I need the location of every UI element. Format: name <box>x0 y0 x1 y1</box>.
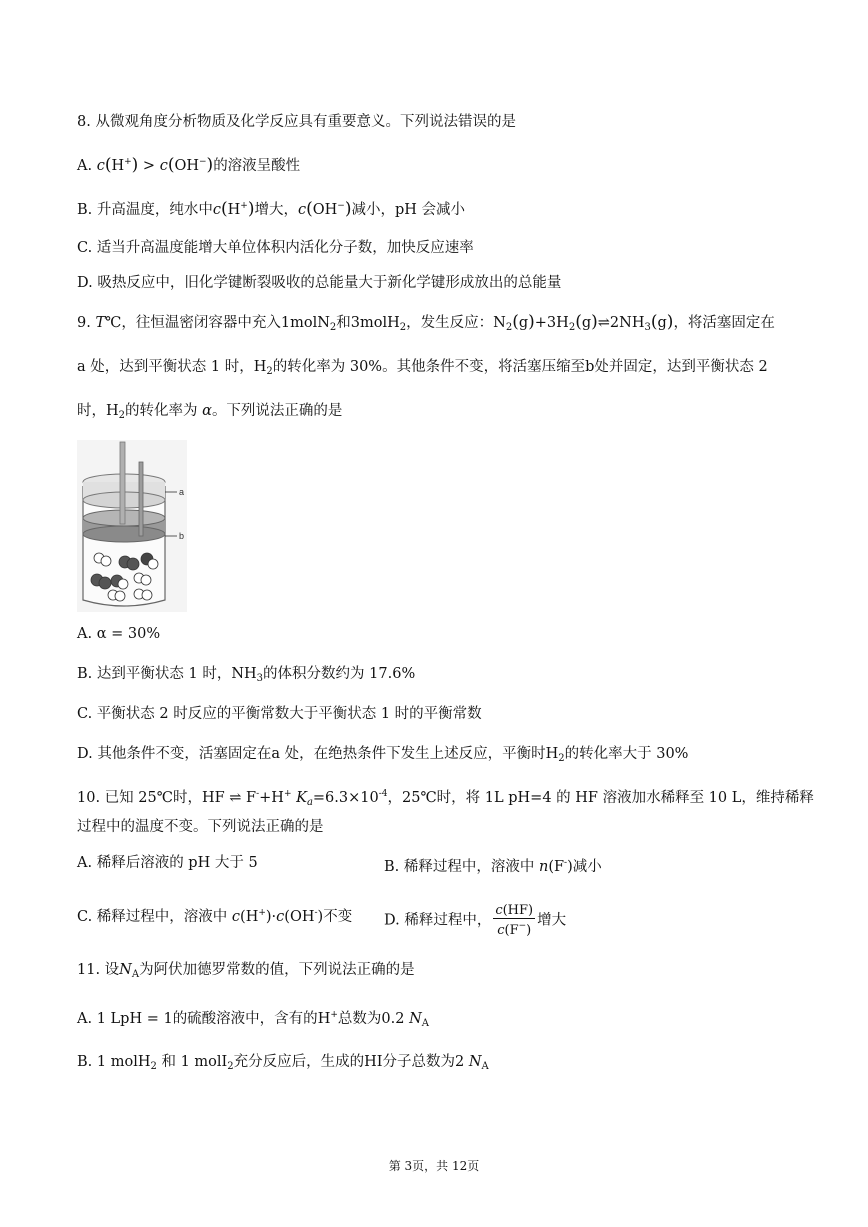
q10-option-c: C. 稀释过程中，溶液中 c(H+)·c(OH-)不变 <box>77 908 353 925</box>
q11-option-a: A. 1 LpH = 1的硫酸溶液中，含有的H+总数为0.2 $N_A$ <box>77 1010 429 1029</box>
q9-stem-line3: 时，$H_2$的转化率为 α。下列说法正确的是 <box>77 403 343 421</box>
q10-stem-line2: 过程中的温度不变。下列说法正确的是 <box>77 819 324 835</box>
figure-label-b: b <box>179 531 185 541</box>
page-footer: 第 3页，共 12页 <box>388 1159 480 1173</box>
q9-option-a: A. α = 30% <box>77 626 161 642</box>
q9-option-c: C. 平衡状态 2 时反应的平衡常数大于平衡状态 1 时的平衡常数 <box>77 706 482 722</box>
q10-option-d: D. 稀释过程中， $\frac{c(HF)}{c(F^-)}$ 增大 <box>384 903 567 938</box>
q9-option-d: D. 其他条件不变，活塞固定在a 处，在绝热条件下发生上述反应，平衡时$H_2$的转化率大于 30% <box>77 746 689 764</box>
q9-option-b: B. 达到平衡状态 1 时，$NH_3$的体积分数约为 17.6% <box>77 666 416 684</box>
q11-option-b: B. 1 molH$_2$ 和 1 molI$_2$充分反应后，生成的HI分子总数为2 $N_A$ <box>77 1054 489 1072</box>
q9-stem-line2: a 处，达到平衡状态 1 时，$H_2$的转化率为 30%。其他条件不变，将活塞压缩至b处并固定，达到平衡状态 2 <box>77 359 768 377</box>
q10-option-b: B. 稀释过程中，溶液中 n(F-)减小 <box>384 858 602 875</box>
figure-label-a: a <box>179 487 185 497</box>
hf-fraction: $\frac{c(HF)}{c(F^-)}$ <box>495 903 534 938</box>
q9-stem-line1: 9. T℃，往恒温密闭容器中充入1molN$_2$和3molH$_2$，发生反应：$N_2(g)+3H_2(g)\rightleftharpoons 2NH_3(g)$，将活塞固定在 <box>77 312 775 333</box>
cylinder-piston-figure <box>77 440 187 612</box>
q8-option-c: C. 适当升高温度能增大单位体积内活化分子数，加快反应速率 <box>77 240 474 256</box>
q10-option-a: A. 稀释后溶液的 pH 大于 5 <box>77 855 258 871</box>
q8-stem: 8. 从微观角度分析物质及化学反应具有重要意义。下列说法错误的是 <box>77 114 516 130</box>
q10-stem-line1: 10. 已知 25℃时，HF ⇌ F-+H+ $K_a=6.3\times 10^{-4}$，25℃时，将 1L pH=4 的 HF 溶液加水稀释至 10 L，维持稀释 <box>77 789 814 808</box>
q8-option-a: A. c(H+) > c(OH−)的溶液呈酸性 <box>77 155 301 175</box>
q8-option-b: B. 升高温度，纯水中c(H+)增大，c(OH−)减小，pH 会减小 <box>77 199 466 219</box>
q11-stem: 11. 设$N_A$为阿伏加德罗常数的值，下列说法正确的是 <box>77 962 415 980</box>
q8-option-d: D. 吸热反应中，旧化学键断裂吸收的总能量大于新化学键形成放出的总能量 <box>77 275 562 291</box>
